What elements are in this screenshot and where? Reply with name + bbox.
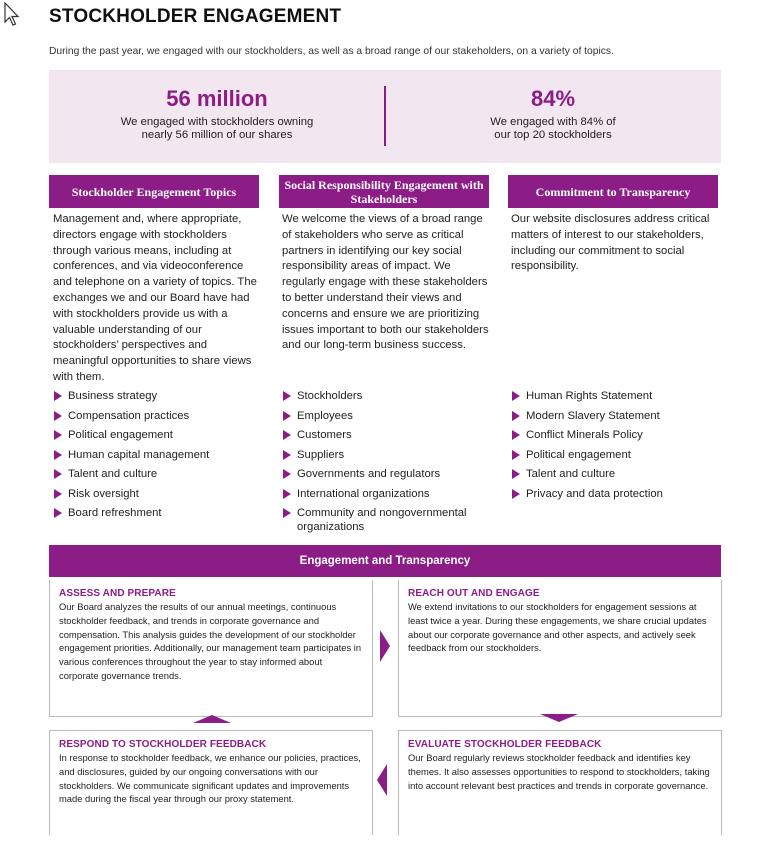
list-item xyxy=(282,467,492,481)
triangle-bullet-icon xyxy=(54,450,62,460)
triangle-bullet-icon xyxy=(54,469,62,479)
stat-caption-line: We engaged with 84% of xyxy=(490,116,616,128)
arrow-down-icon xyxy=(540,714,578,722)
list-item-label: Talent and culture xyxy=(68,468,158,480)
list-item xyxy=(53,506,263,520)
list-item xyxy=(511,389,721,403)
column-engagement-topics xyxy=(49,175,259,519)
list-item xyxy=(511,448,721,462)
list-item-label: Modern Slavery Statement xyxy=(526,409,660,422)
column-body: We welcome the views of a broad range of stakeholders who serve as critical partners in identifying our key social responsibility areas of impact. We regularly engage with these stakeholders to better understand their views and concerns and ensure we are prioritizing issues important to both our stakeholders and our long-term business success. xyxy=(282,213,489,352)
list-item xyxy=(282,448,492,462)
list-item-label: Political engagement xyxy=(68,429,173,441)
list-item-label: Conflict Minerals Policy xyxy=(526,429,643,441)
column-header: Stockholder Engagement Topics xyxy=(49,175,259,208)
step-heading: REACH OUT AND ENGAGE xyxy=(408,588,540,599)
triangle-bullet-icon xyxy=(283,489,291,499)
list-item-label: Talent and culture xyxy=(526,468,616,480)
arrow-left-icon xyxy=(377,764,387,796)
list-item-label: Community and nongovernmental organizations xyxy=(297,507,467,533)
triangle-bullet-icon xyxy=(283,391,291,401)
triangle-bullet-icon xyxy=(54,411,62,421)
column-body: Our website disclosures address critical matters of interest to our stakeholders, including our commitment to social responsibility. xyxy=(511,213,710,273)
triangle-bullet-icon xyxy=(283,411,291,421)
list-item-label: Compensation practices xyxy=(68,409,190,422)
list-item xyxy=(511,487,721,501)
list-item xyxy=(511,428,721,442)
triangle-bullet-icon xyxy=(512,469,520,479)
step-text: Our Board analyzes the results of our annual meetings, continuous stockholder feedback, and trends in corporate governance and compensation. This analysis guides the development of our stockholder engagement priorities. Additionally, our management team participates in various conferences throughout the year to stay informed about corporate governance trends. xyxy=(59,601,362,681)
list-item-label: Human capital management xyxy=(68,448,210,461)
cycle-step-respond xyxy=(49,730,373,835)
stats-panel xyxy=(49,70,721,163)
list-item xyxy=(282,389,492,403)
topic-list xyxy=(53,389,263,526)
triangle-bullet-icon xyxy=(512,450,520,460)
list-item-label: Suppliers xyxy=(297,448,345,461)
list-item xyxy=(511,409,721,423)
list-item-label: Political engagement xyxy=(526,448,631,461)
step-text: Our Board regularly reviews stockholder feedback and identifies key themes. It also assesses opportunities to respond to stockholders, taking into account relevant best practices and trends in corporate governance. xyxy=(408,752,710,791)
stat-value: 84% xyxy=(530,86,576,111)
triangle-bullet-icon xyxy=(54,430,62,440)
column-transparency xyxy=(508,175,718,500)
triangle-bullet-icon xyxy=(54,508,62,518)
page-title: STOCKHOLDER ENGAGEMENT xyxy=(49,6,342,27)
list-item-label: International organizations xyxy=(297,487,430,500)
arrow-up-icon xyxy=(193,715,231,723)
cycle-step-reach-out xyxy=(398,580,722,717)
list-item xyxy=(282,409,492,423)
step-heading: EVALUATE STOCKHOLDER FEEDBACK xyxy=(408,739,602,750)
list-item-label: Business strategy xyxy=(68,390,158,402)
list-item-label: Governments and regulators xyxy=(297,468,441,480)
list-item-label: Employees xyxy=(297,409,353,422)
disclosure-list xyxy=(511,389,721,506)
stat-caption-line: We engaged with stockholders owning xyxy=(120,116,314,128)
step-heading: RESPOND TO STOCKHOLDER FEEDBACK xyxy=(59,739,267,750)
step-text: We extend invitations to our stockholders for engagement sessions at least twice a year. During these engagements, we share crucial updates about our corporate governance and other aspects, and actively seek feedback from our stockholders. xyxy=(408,601,707,654)
stakeholder-list xyxy=(282,389,492,540)
list-item-label: Privacy and data protection xyxy=(526,487,663,500)
stat-caption-line: nearly 56 million of our shares xyxy=(141,129,293,141)
triangle-bullet-icon xyxy=(54,489,62,499)
list-item xyxy=(511,467,721,481)
step-heading: ASSESS AND PREPARE xyxy=(59,588,176,599)
stat-value: 56 million xyxy=(166,86,268,111)
triangle-bullet-icon xyxy=(512,391,520,401)
list-item-label: Customers xyxy=(297,429,352,441)
triangle-bullet-icon xyxy=(512,411,520,421)
cycle-step-assess xyxy=(49,580,373,717)
list-item xyxy=(53,428,263,442)
list-item xyxy=(53,448,263,462)
cycle-step-evaluate xyxy=(398,730,722,835)
column-header: Commitment to Transparency xyxy=(508,175,718,208)
list-item xyxy=(282,428,492,442)
list-item xyxy=(53,389,263,403)
stat-caption-line: our top 20 stockholders xyxy=(494,129,612,141)
mouse-pointer-icon xyxy=(3,2,21,28)
list-item xyxy=(53,467,263,481)
list-item xyxy=(282,487,492,501)
intro-text: During the past year, we engaged with our stockholders, as well as a broad range of our stakeholders, on a variety of topics. xyxy=(49,46,614,57)
triangle-bullet-icon xyxy=(283,508,291,518)
triangle-bullet-icon xyxy=(512,489,520,499)
step-text: In response to stockholder feedback, we enhance our policies, practices, and disclosures, guided by our ongoing conversations with our stockholders. We communicate significant updates and improvements made during the fiscal year through our proxy statement. xyxy=(59,752,361,805)
list-item xyxy=(282,506,492,534)
triangle-bullet-icon xyxy=(283,450,291,460)
arrow-right-icon xyxy=(380,630,390,662)
triangle-bullet-icon xyxy=(283,469,291,479)
list-item-label: Stockholders xyxy=(297,390,363,402)
triangle-bullet-icon xyxy=(54,391,62,401)
column-body: Management and, where appropriate, directors engage with stockholders through various means, including at conferences, and via videoconference and telephone on a variety of topics. The exchanges we and our Board have had with stockholders provide us with a valuable understanding of our stockholders’ perspectives and meaningful opportunities to share views with them. xyxy=(53,213,257,383)
stat-shares xyxy=(49,86,385,142)
list-item xyxy=(53,487,263,501)
list-item-label: Risk oversight xyxy=(68,487,139,500)
section-banner: Engagement and Transparency xyxy=(49,545,721,577)
triangle-bullet-icon xyxy=(512,430,520,440)
list-item-label: Human Rights Statement xyxy=(526,390,653,402)
stat-top20 xyxy=(385,86,721,142)
column-header: Social Responsibility Engagement with Stakeholders xyxy=(279,175,489,208)
list-item xyxy=(53,409,263,423)
column-social-responsibility xyxy=(279,175,489,533)
triangle-bullet-icon xyxy=(283,430,291,440)
list-item-label: Board refreshment xyxy=(68,507,162,519)
